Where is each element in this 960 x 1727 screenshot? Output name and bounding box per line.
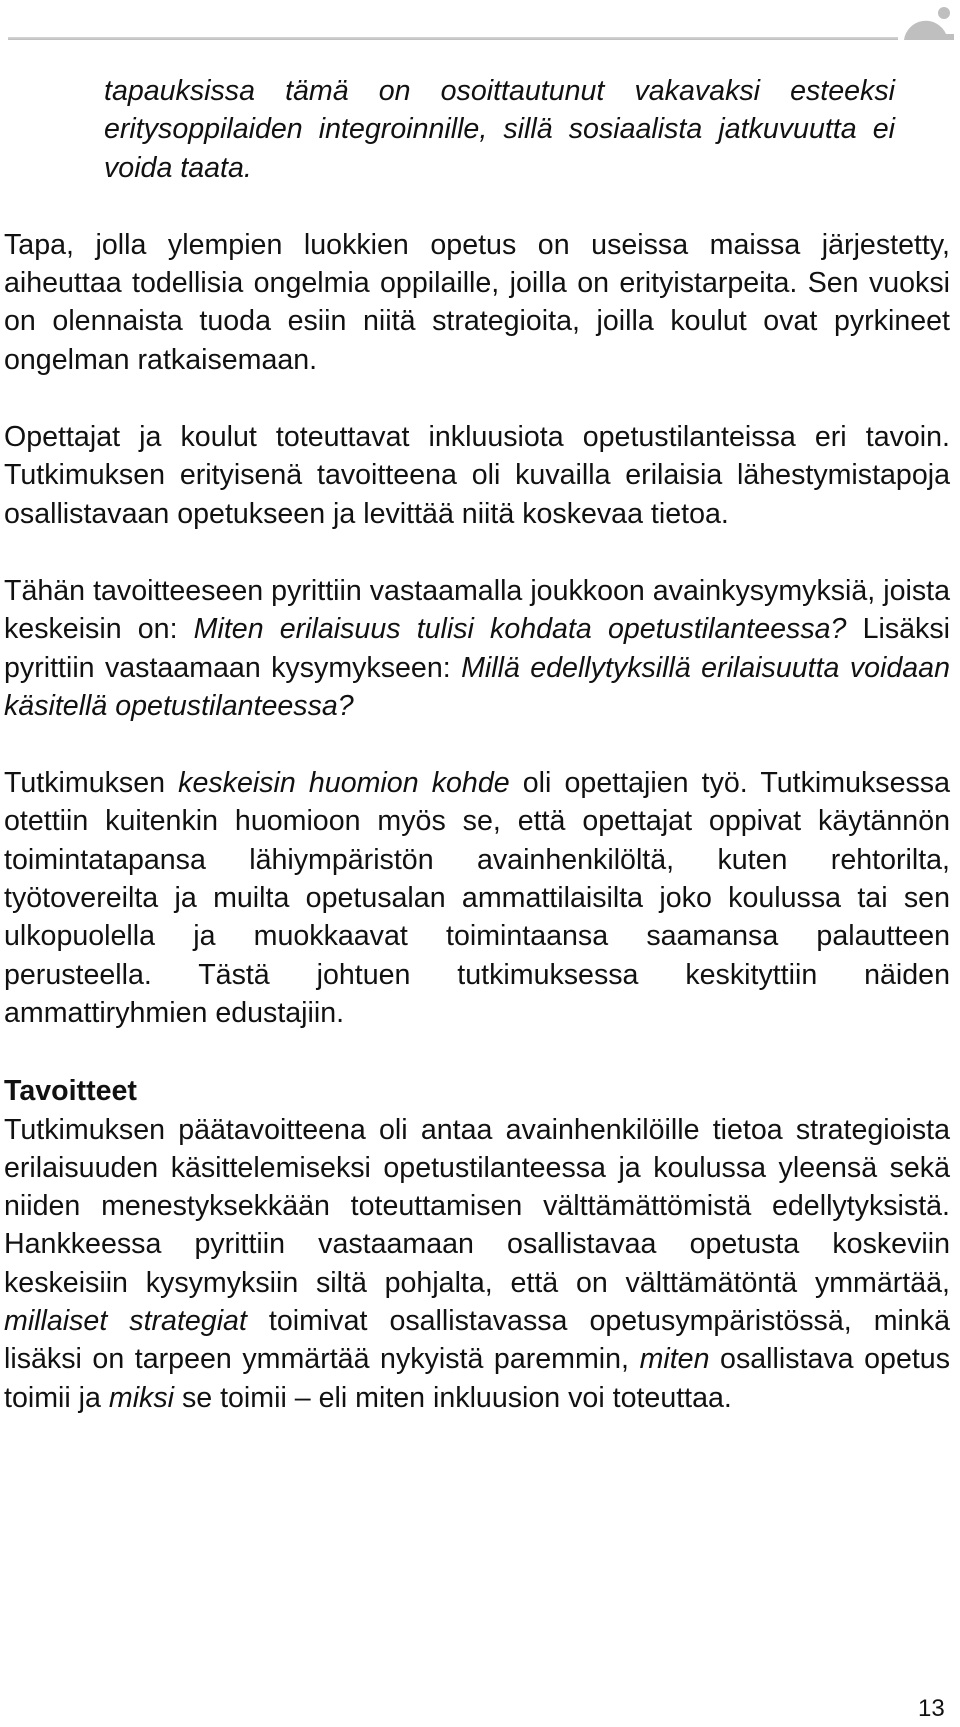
emphasis-span: keskeisin huomion kohde [178,767,510,800]
paragraph-2: Opettajat ja koulut toteuttavat inkluusiota opetustilanteissa eri tavoin. Tutkimuksen erityisenä tavoitteena oli kuvailla erilaisia lähestymistapoja osallistavaan opetukseen ja levittää niitä koskevaa tietoa. [4,421,950,530]
text-span: oli opettajien työ. Tutkimuksessa otettiin kuitenkin huomioon myös se, että opettajat oppivat käytännön toimintatapansa lähiympäristön avainhenkilöltä, kuten rehtorilta, työtovereilta ja muilta opetusalan ammattilaisilta joko koulussa tai sen ulkopuolella ja muokkaavat toimintaansa saamansa palautteen perusteella. Tästä johtuen tutkimuksessa keskityttiin näiden ammattiryhmien edustajiin. [4,767,950,1029]
publisher-logo-icon [900,4,956,44]
text-span: Tähän tavoitteeseen pyrittiin vastaamalla joukkoon avainkysymyksiä, joista keskeisin on: [4,574,950,646]
section-heading: Tavoitteet [4,1075,137,1108]
emphasis-span: miksi [108,1381,174,1414]
text-span: Tutkimuksen päätavoitteena oli antaa avainhenkilöille tietoa strategioista erilaisuuden käsittelemiseksi opetustilanteessa ja koulussa yleensä sekä niiden menestyksekkään toteuttamisen välttämättömistä edellytyksistä. Hankkeessa pyrittiin vastaamaan osallistavaa opetusta koskeviin keskeisiin kysymyksiin siltä pohjalta, että on välttämätöntä ymmärtää, [4,1113,950,1299]
paragraph-5 [4,1111,950,1417]
text-span: Lisäksi pyrittiin vastaamaan kysymykseen: [4,613,950,684]
emphasis-span: Miten erilaisuus tulisi kohdata opetustilanteessa? [193,613,847,646]
emphasis-span: millaiset strategiat [4,1305,247,1338]
emphasis-span: Millä edellytyksillä erilaisuutta voidaan käsitellä opetustilanteessa? [4,651,950,722]
emphasis-span: miten [639,1343,710,1376]
paragraph-3 [4,572,950,725]
header-rule [8,37,898,40]
text-span: Tutkimuksen [4,767,179,800]
text-span: osallistava opetus toimii ja [4,1343,950,1414]
text-span: toimivat osallistavassa opetusympäristössä, minkä lisäksi on tarpeen ymmärtää nykyistä paremmin, [4,1305,950,1376]
text-span: se toimii – eli miten inkluusion voi toteuttaa. [174,1381,732,1414]
paragraph-1: Tapa, jolla ylempien luokkien opetus on useissa maissa järjestetty, aiheuttaa todellisia ongelmia oppilaille, joilla on erityistarpeita. Sen vuoksi on olennaista tuoda esiin niitä strategioita, joilla koulut ovat pyrkineet ongelman ratkaisemaan. [4,228,950,376]
paragraph-4 [4,764,950,1032]
quote-paragraph: tapauksissa tämä on osoittautunut vakavaksi esteeksi eritysoppilaiden integroinnille, sillä sosiaalista jatkuvuutta ei voida taata. [104,75,895,184]
page-number: 13 [918,1695,945,1722]
document-body [4,72,950,1417]
